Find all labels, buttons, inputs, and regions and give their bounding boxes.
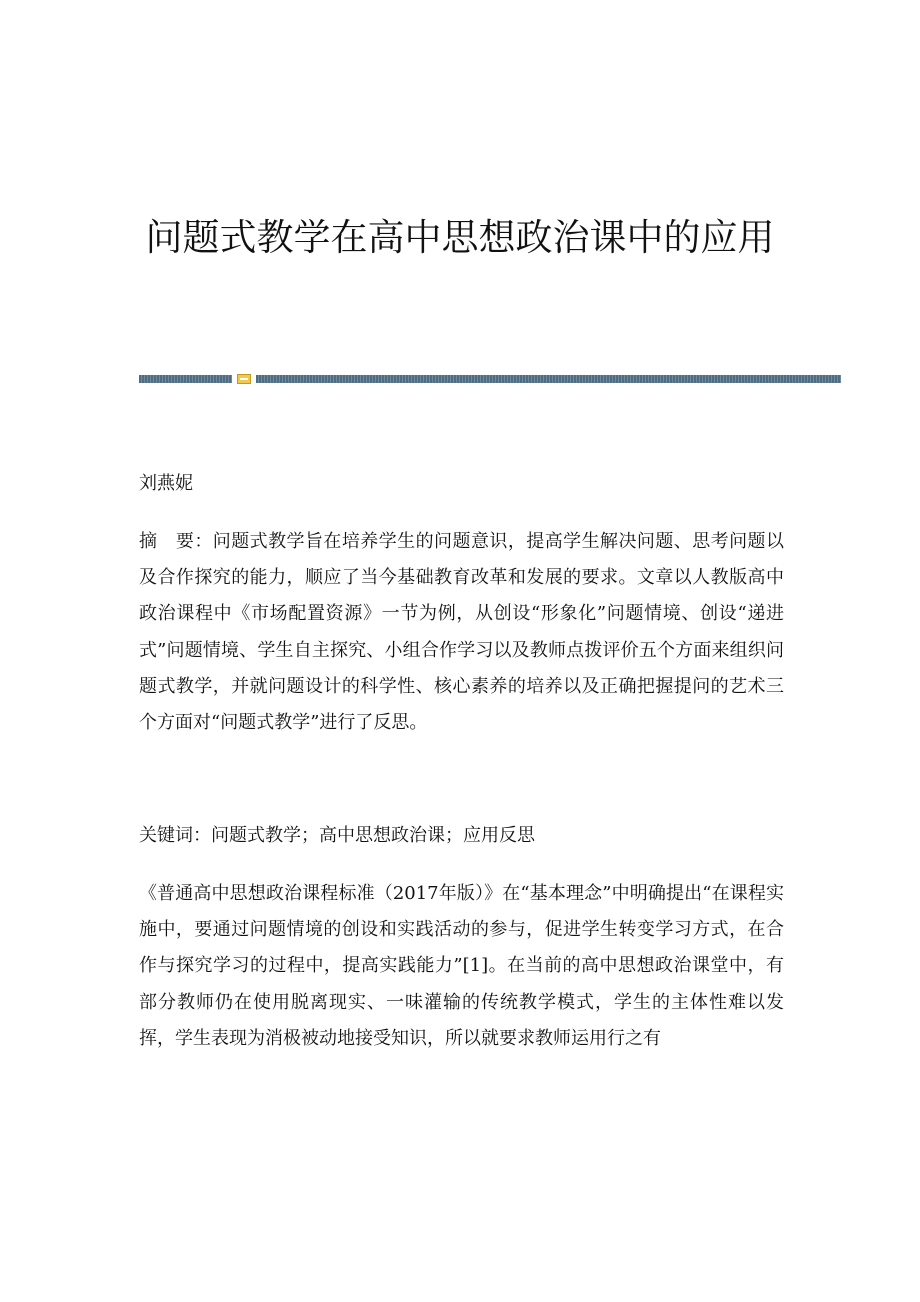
body-section [139, 876, 784, 1057]
keywords-line: 关键词：问题式教学；高中思想政治课；应用反思 [139, 825, 535, 846]
author-name: 刘燕妮 [139, 473, 193, 494]
divider-ornament-icon [237, 374, 251, 384]
abstract-section [139, 524, 784, 741]
divider-bar-right [256, 375, 841, 383]
divider-bar-left [139, 375, 232, 383]
abstract-text: 摘 要：问题式教学旨在培养学生的问题意识，提高学生解决问题、思考问题以及合作探究的能力，顺应了当今基础教育改革和发展的要求。文章以人教版高中政治课程中《市场配置资源》一节为例，从创设“形象化”问题情境、创设“递进式”问题情境、学生自主探究、小组合作学习以及教师点拨评价五个方面来组织问题式教学，并就问题设计的科学性、核心素养的培养以及正确把握提问的艺术三个方面对“问题式教学”进行了反思。 [139, 531, 784, 734]
document-title: 问题式教学在高中思想政治课中的应用 [145, 216, 775, 259]
title-divider [139, 375, 841, 383]
body-paragraph: 《普通高中思想政治课程标准（2017年版）》在“基本理念”中明确提出“在课程实施中，要通过问题情境的创设和实践活动的参与，促进学生转变学习方式，在合作与探究学习的过程中，提高实践能力”[1]。在当前的高中思想政治课堂中，有部分教师仍在使用脱离现实、一味灌输的传统教学模式，学生的主体性难以发挥，学生表现为消极被动地接受知识，所以就要求教师运用行之有 [139, 883, 784, 1049]
